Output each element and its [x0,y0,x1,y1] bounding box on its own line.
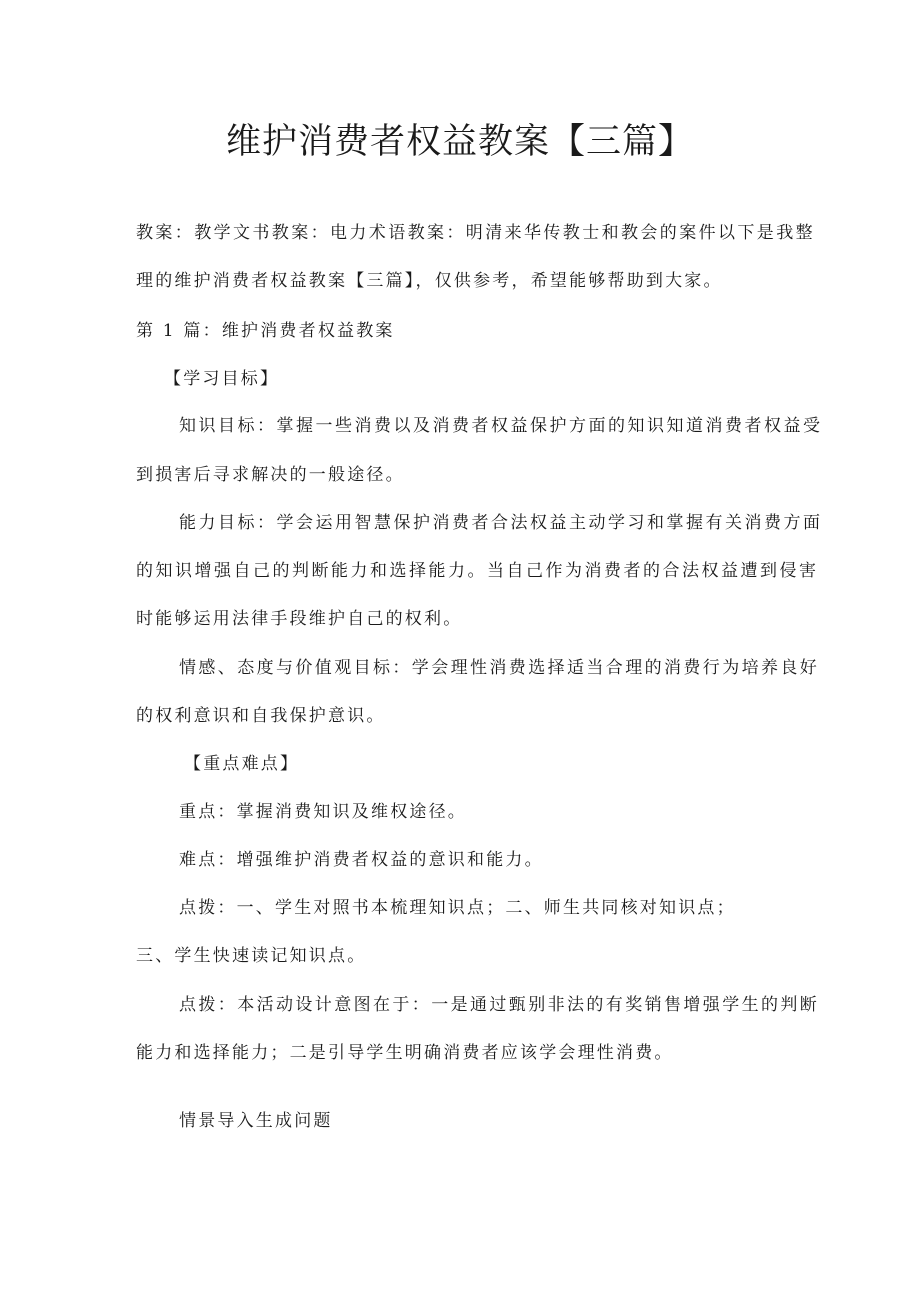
learning-goals-heading: 【学习目标】 [164,369,280,389]
tip-2-line-2: 能力和选择能力；二是引导学生明确消费者应该学会理性消费。 [136,1043,674,1063]
tip-1-line-2: 三、学生快速读记知识点。 [136,946,367,966]
emotion-goal-line-1: 情感、态度与价值观目标：学会理性消费选择适当合理的消费行为培养良好 [179,658,820,678]
intro-line-1: 教案：教学文书教案：电力术语教案：明清来华传教士和教会的案件以下是我整 [136,223,815,243]
emotion-goal-line-2: 的权利意识和自我保护意识。 [136,706,386,726]
difficulty-line: 难点：增强维护消费者权益的意识和能力。 [179,850,544,870]
intro-line-2: 理的维护消费者权益教案【三篇】，仅供参考，希望能够帮助到大家。 [136,271,723,291]
knowledge-goal-line-2: 到损害后寻求解决的一般途径。 [136,465,405,485]
tip-2-line-1: 点拨：本活动设计意图在于：一是通过甄别非法的有奖销售增强学生的判断 [179,995,820,1015]
scenario-heading: 情景导入生成问题 [179,1111,333,1131]
knowledge-goal-line-1: 知识目标：掌握一些消费以及消费者权益保护方面的知识知道消费者权益受 [179,416,823,436]
section-heading: 第 1 篇：维护消费者权益教案 [136,321,395,341]
document-title: 维护消费者权益教案【三篇】 [225,122,694,162]
ability-goal-line-1: 能力目标：学会运用智慧保护消费者合法权益主动学习和掌握有关消费方面 [179,513,823,533]
tip-1-line-1: 点拨：一、学生对照书本梳理知识点；二、师生共同核对知识点； [179,898,736,918]
ability-goal-line-3: 时能够运用法律手段维护自己的权利。 [136,609,463,629]
key-points-heading: 【重点难点】 [184,754,300,774]
key-point-line: 重点：掌握消费知识及维权途径。 [179,802,467,822]
ability-goal-line-2: 的知识增强自己的判断能力和选择能力。当自己作为消费者的合法权益遭到侵害 [136,561,819,581]
